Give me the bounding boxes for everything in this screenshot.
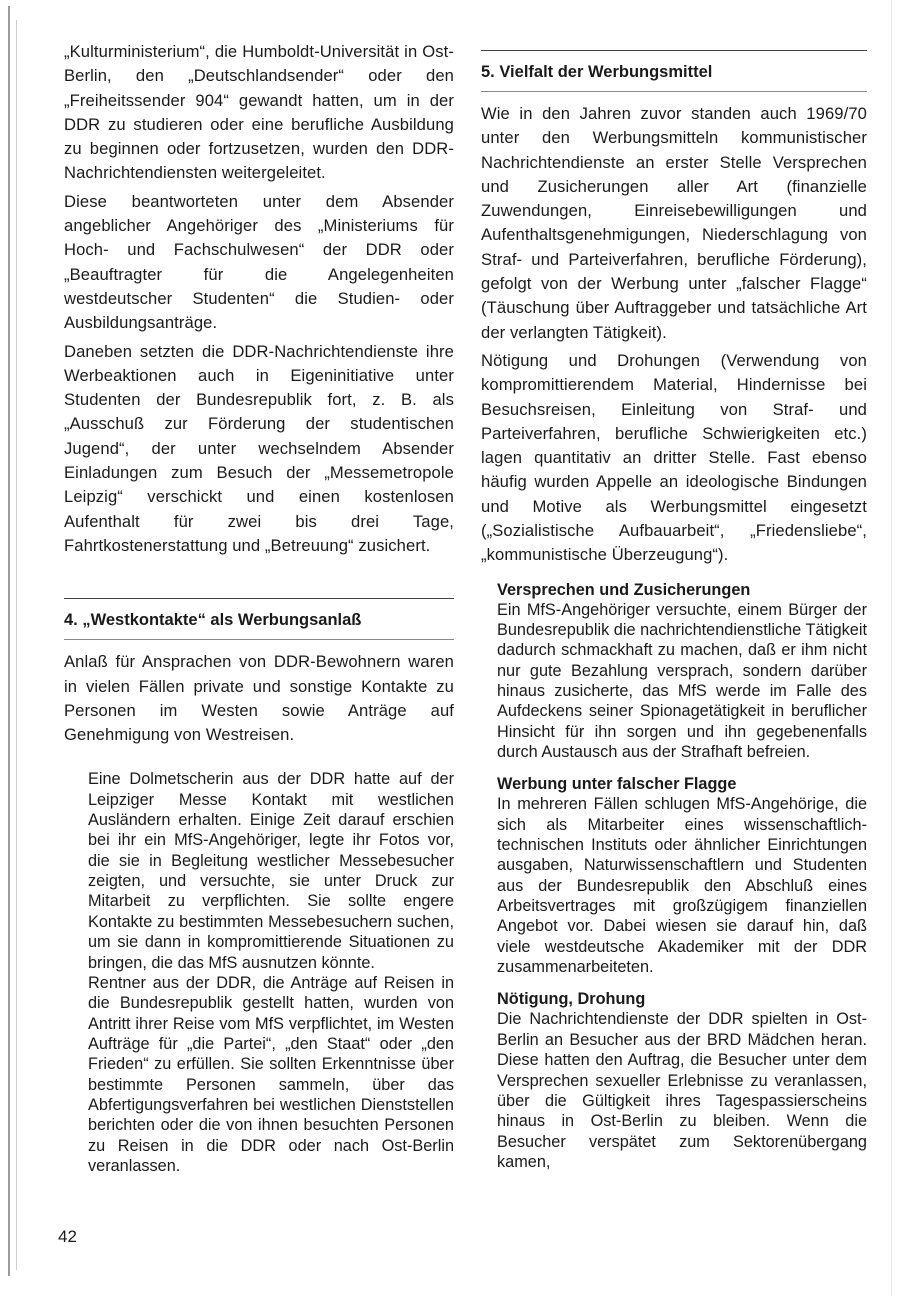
case-dolmetscherin: Eine Dolmetscherin aus der DDR hatte auf der Leipziger Messe Kontakt mit westlichen Ausländern erhalten. Einige Zeit darauf erschien bei ihr ein MfS-Angehöriger, legte ihr Fotos vor, die sie in Begleitung westlicher Messebesucher zeigten, und versuchte, sie unter Druck zur Mitarbeit zu verpflichten. Sie sollte engere Kontakte zu bestimmten Messebesuchern suchen, um sie dann in kompromittierende Situationen zu bringen, die das MfS ausnutzen könnte.: [88, 770, 454, 972]
paragraph-absender: Diese beantworteten unter dem Absender angeblicher Angehöriger des „Ministeriums für Hoch- und Fachschulwesen“ der DDR oder „Beauftragter für die Angelegenheiten westdeutscher Studenten“ die Studien- oder Ausbildungsanträge.: [64, 191, 454, 333]
subsection-list: [481, 580, 867, 1173]
subsection-title: Werbung unter falscher Flagge: [497, 775, 737, 794]
subsection-text: Die Nachrichtendienste der DDR spielten in Ost-Berlin an Besucher aus der BRD Mädchen heran. Diese hatten den Auftrag, die Besucher unter dem Versprechen sexueller Erlebnisse zu veranlassen, über die Gültigkeit ihres Tagespassierscheins hinaus in Ost-Berlin zu bleiben. Wenn die Besucher verspätet zum Sektorenübergang kamen,: [497, 1010, 867, 1171]
case-examples: [64, 769, 454, 1176]
subsection-title: Versprechen und Zusicherungen: [497, 580, 751, 599]
paragraph-noetigung-overview: Nötigung und Drohungen (Verwendung von kompromittierendem Material, Hindernisse bei Besuchsreisen, Einleitung von Straf- und Parteiverfahren, berufliche Schwierigkeiten etc.) lagen quantitativ an dritter Stelle. Fast ebenso häufig wurden Appelle an ideologische Bindungen und Motive als Werbungsmittel eingesetzt („Sozialistische Aufbauarbeit“, „Friedensliebe“, „kommunistische Überzeugung“).: [481, 350, 867, 565]
page-number: 42: [58, 1227, 77, 1246]
section-westkontakte: [64, 598, 454, 1176]
paragraph-versprechen-overview: Wie in den Jahren zuvor standen auch 1969/70 unter den Werbungsmitteln kommunistischer Nachrichtendienste an erster Stelle Versprechen und Zusicherungen aller Art (finanzielle Zuwendungen, Einreisebewilligungen und Aufenthaltsgenehmigungen, Niederschlagung von Straf- und Parteiverfahren, berufliche Förderung), gefolgt von der Werbung unter „falscher Flagge“ (Täuschung über Auftraggeber und tatsächliche Art der verlangten Tätigkeit).: [481, 104, 867, 342]
case-rentner: Rentner aus der DDR, die Anträge auf Reisen in die Bundesrepublik gestellt hatten, wurden von Antritt ihrer Reise vom MfS verpflichtet, im Westen Aufträge für „die Partei“, „den Staat“ oder „den Frieden“ zu erfüllen. Sie sollten Erkenntnisse über bestimmte Personen sammeln, über das Abfertigungsverfahren bei westlichen Dienststellen berichten oder die von ihnen besuchten Personen zu Reisen in die DDR oder nach Ost-Berlin veranlassen.: [88, 973, 454, 1175]
left-column: [64, 40, 454, 1176]
paragraph-werbeaktionen: Daneben setzten die DDR-Nachrichtendienste ihre Werbeaktionen auch in Eigeninitiative unter Studenten der Bundesrepublik fort, z. B. als „Ausschuß zur Förderung der studentischen Jugend“, der unter wechselndem Absender Einladungen zum Besuch der „Messemetropole Leipzig“ verschickt und einen kostenlosen Aufenthalt für zwei bis drei Tage, Fahrtkostenerstattung und „Betreuung“ zusichert.: [64, 341, 454, 555]
subsection-text: Ein MfS-Angehöriger versuchte, einem Bürger der Bundesrepublik die nachrichtendienstliche Tätigkeit dadurch schmackhaft zu machen, daß er ihm nicht nur gute Bezahlung versprach, sondern darüber hinaus zusicherte, das MfS werde im Falle des Aufdeckens seiner Spionagetätigkeit in beruflicher Hinsicht für ihn sorgen und ihn gegebenenfalls durch Austausch aus der Strafhaft befreien.: [497, 600, 867, 762]
scan-edge-left: [8, 6, 10, 1276]
scan-edge-right: [891, 0, 892, 1296]
subsection-falsche-flagge: [497, 774, 867, 977]
subsection-versprechen: [497, 580, 867, 763]
section-intro: Anlaß für Ansprachen von DDR-Bewohnern waren in vielen Fällen private und sonstige Kontakte zu Personen im Westen sowie Anträge auf Genehmigung von Westreisen.: [64, 652, 454, 745]
section-title: 5. Vielfalt der Werbungsmittel: [481, 51, 867, 92]
paragraph-kulturministerium: „Kulturministerium“, die Humboldt-Universität in Ost-Berlin, den „Deutschlandsender“ oder den „Freiheitssender 904“ gewandt hatten, um in der DDR zu studieren oder eine berufliche Ausbildung zu beginnen oder fortzusetzen, wurden den DDR-Nachrichtendiensten weitergeleitet.: [64, 42, 454, 183]
scan-edge-inner: [16, 20, 17, 1270]
right-column: [481, 50, 867, 1172]
subsection-text: In mehreren Fällen schlugen MfS-Angehörige, die sich als Mitarbeiter eines wissenschaftlich-technischen Instituts oder ähnlicher Einrichtungen ausgaben, Naturwissenschaftlern und Studenten aus der Bundesrepublik den Abschluß eines Arbeitsvertrages mit großzügigem finanziellen Angebot vor. Dabei wiesen sie darauf hin, daß viele westdeutsche Akademiker mit der DDR zusammenarbeiteten.: [497, 795, 867, 977]
subsection-title: Nötigung, Drohung: [497, 990, 646, 1009]
section-title: 4. „Westkontakte“ als Werbungsanlaß: [64, 599, 454, 640]
subsection-noetigung: [497, 989, 867, 1172]
section-werbungsmittel: [481, 50, 867, 1172]
